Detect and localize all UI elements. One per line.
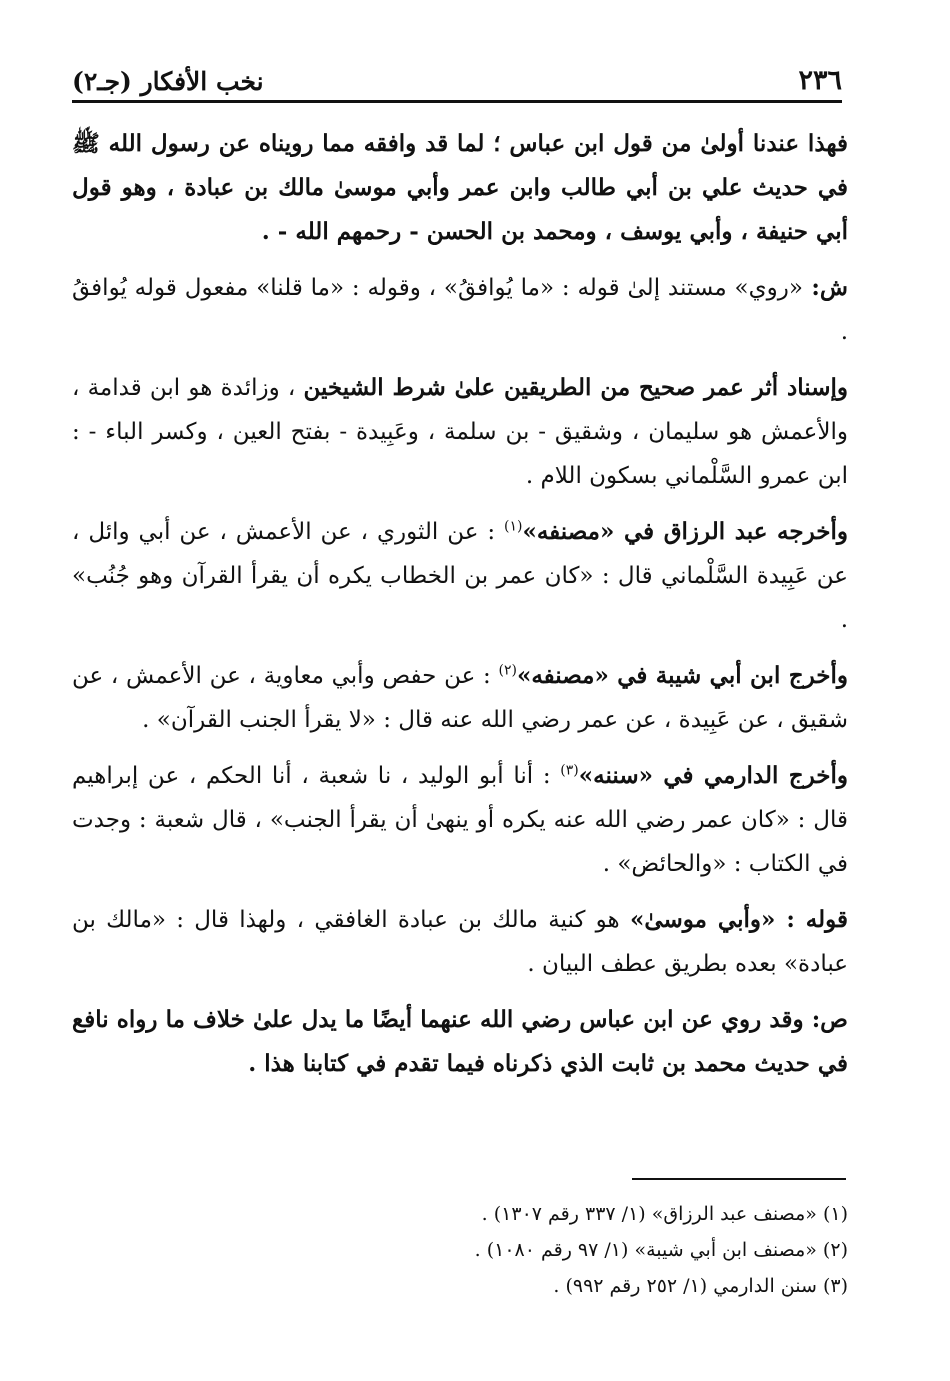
text-segment: هو كنية مالك بن عبادة الغافقي ، ولهذا قال : «مالك بن عبادة» بعده بطريق عطف البيان . [72,907,848,977]
paragraph [72,754,848,886]
main-text [72,122,848,1098]
text-segment: : عن حفص وأبي معاوية ، عن الأعمش ، عن شقيق ، عن عَبِيدة ، عن عمر رضي الله عنه قال : «لا يقرأ الجنب القرآن» . [72,663,848,733]
bold-text: قوله : «وأبي موسىٰ» [629,906,848,933]
footnote-divider [632,1178,846,1180]
footnote-reference: (١) [503,518,523,535]
paragraph [72,122,848,254]
book-title: نخب الأفكار (جـ٢) [72,67,264,96]
paragraph [72,898,848,986]
footnotes [72,1196,848,1304]
text-segment: ، وزائدة هو ابن قدامة ، والأعمش هو سليمان ، وشقيق - بن سلمة ، وعَبِيدة - بفتح العين ، وكسر الباء - : ابن عمرو السَّلْماني بسكون اللام . [72,375,848,489]
paragraph [72,998,848,1086]
text-segment: : أنا أبو الوليد ، نا شعبة ، أنا الحكم ، عن إبراهيم قال : «كان عمر رضي الله عنه يكره أو ينهىٰ أن يقرأ الجنب» ، قال شعبة : وجدت في الكتاب : «والحائض» . [72,763,848,877]
bold-text: وقد روي عن ابن عباس رضي الله عنهما أيضًا ما يدل علىٰ خلاف ما رواه نافع في حديث محمد بن ثابت الذي ذكرناه فيما تقدم في كتابنا هذا . [72,1006,848,1077]
paragraph [72,510,848,642]
page-header [72,56,842,103]
footnote-reference: (٢) [498,662,517,679]
bold-text: وأخرج الدارمي في «سننه» [578,762,848,789]
footnote-reference: (٣) [560,762,579,779]
bold-text: وإسناد أثر عمر صحيح من الطريقين علىٰ شرط الشيخين [303,374,848,401]
paragraph [72,654,848,742]
bold-text: وأخرج ابن أبي شيبة في «مصنفه» [516,662,848,689]
bold-text: ص: [803,1006,848,1033]
paragraph [72,366,848,498]
paragraph [72,266,848,354]
page-number: ٢٣٦ [798,65,842,96]
footnote: (١) «مصنف عبد الرزاق» (١/ ٣٣٧ رقم ١٣٠٧) . [481,1203,848,1225]
footnote: (٣) سنن الدارمي (١/ ٢٥٢ رقم ٩٩٢) . [553,1275,848,1297]
text-segment: : عن الثوري ، عن الأعمش ، عن أبي وائل ، عن عَبِيدة السَّلْماني قال : «كان عمر بن الخطاب يكره أن يقرأ القرآن وهو جُنُب» . [72,519,848,633]
bold-text: وأخرجه عبد الرزاق في «مصنفه» [522,518,848,545]
bold-text: ش: [802,274,849,301]
footnote: (٢) «مصنف ابن أبي شيبة» (١/ ٩٧ رقم ١٠٨٠) . [474,1239,848,1261]
bold-text: فهذا عندنا أولىٰ من قول ابن عباس ؛ لما قد وافقه مما رويناه عن رسول الله ﷺ في حديث علي بن أبي طالب وابن عمر وأبي موسىٰ مالك بن عبادة ، وهو قول أبي حنيفة ، وأبي يوسف ، ومحمد بن الحسن - رحمهم الله - . [72,130,848,245]
text-segment: «روي» مستند إلىٰ قوله : «ما يُوافقُ» ، وقوله : «ما قلنا» مفعول قوله يُوافقُ . [72,275,848,345]
